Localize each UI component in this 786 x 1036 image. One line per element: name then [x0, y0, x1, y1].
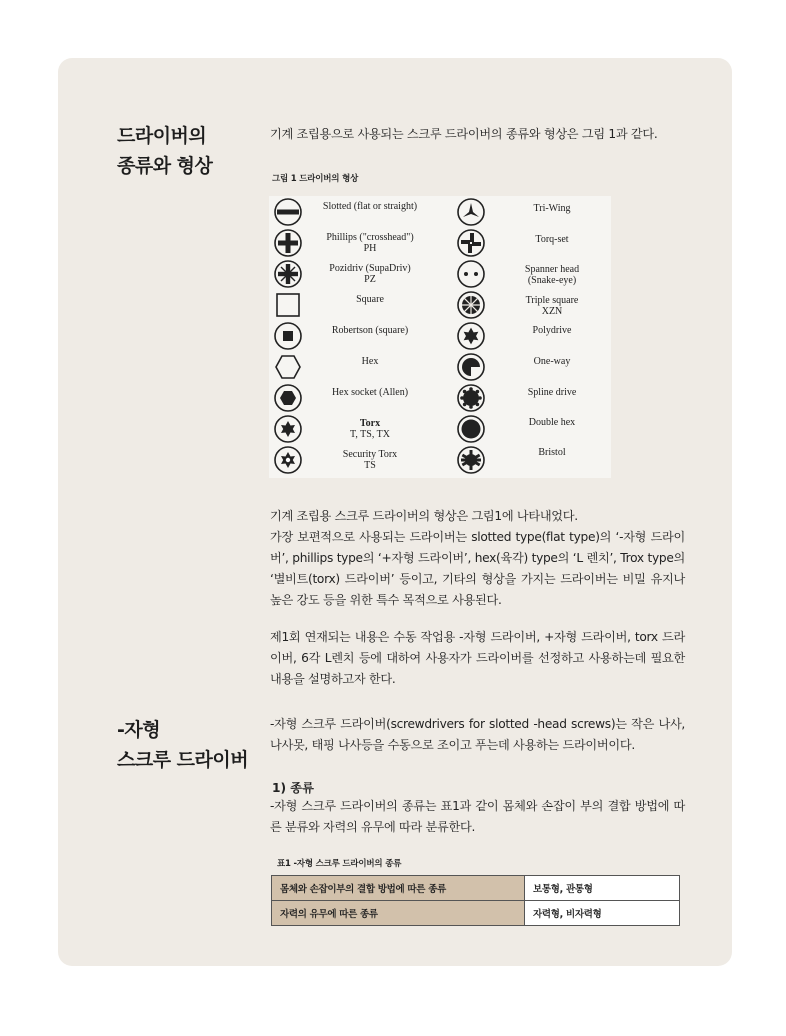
bristol-icon: [458, 447, 484, 473]
body-p3: 제1회 연재되는 내용은 수동 작업용 -자형 드라이버, +자형 드라이버, torx 드라이버, 6각 L렌치 등에 대하여 사용자가 드라이버를 선정하고 사용하는데 필요한 내용을 설명하고자 한다.: [270, 630, 685, 686]
label-robertson: Robertson (square): [331, 325, 409, 336]
label-polydrive: Polydrive: [532, 325, 572, 336]
intro-paragraph: [270, 124, 685, 145]
label-pozidriv: Pozidriv (SupaDriv): [329, 263, 411, 274]
section-title-line: 드라이버의: [117, 125, 207, 147]
label-security-torx-sub: TS: [364, 460, 376, 471]
label-tri-wing: Tri-Wing: [533, 203, 571, 214]
figure-caption: 그림 1 드라이버의 형상: [272, 174, 359, 184]
label-spanner-head-sub: (Snake-eye): [527, 275, 577, 286]
label-square: Square: [356, 294, 384, 305]
section-title-line: -자형: [117, 719, 161, 741]
spanner-head-icon: [458, 261, 484, 287]
label-triple-square-sub: XZN: [541, 306, 563, 317]
section-title-line: 종류와 형상: [117, 155, 213, 177]
section2-intro-text: -자형 스크루 드라이버(screwdrivers for slotted -head screws)는 작은 나사, 나사못, 태핑 나사등을 수동으로 조이고 푸는데 사용하는 드라이버이다.: [270, 717, 685, 752]
robertson-icon: [275, 323, 301, 349]
table-cell-value: 보통형, 관통형: [525, 876, 680, 901]
label-double-hex: Double hex: [528, 417, 576, 428]
label-triple-square: Triple square: [525, 295, 579, 306]
body-paragraph-3: [270, 627, 685, 690]
one-way-icon: [458, 354, 484, 380]
hex-icon: [276, 356, 300, 378]
table-cell-head: 몸체와 손잡이부의 결합 방법에 따른 종류: [272, 876, 525, 901]
label-bristol: Bristol: [538, 447, 566, 458]
label-torx: Torx: [359, 418, 381, 429]
slotted-icon: [275, 199, 301, 225]
label-security-torx: Security Torx: [342, 449, 398, 460]
figure-svg: [269, 196, 611, 478]
double-hex-icon: [458, 416, 484, 442]
label-pozidriv-sub: PZ: [364, 274, 376, 285]
pozidriv-icon: [275, 261, 301, 287]
section2-types-paragraph: [270, 796, 685, 838]
body-p2: 가장 보편적으로 사용되는 드라이버는 slotted type(flat type)의 ‘-자형 드라이버’, phillips type의 ‘+자형 드라이버’, hex(육각) type의 ‘L 렌치’, Trox type의 ‘별비트(torx) 드라이버’ 등이고, 기타의 형상을 가지는 드라이버는 비밀 유지나 높은 강도 등을 위한 특수 목적으로 사용된다.: [270, 530, 685, 607]
label-one-way: One-way: [533, 356, 571, 367]
square-icon: [277, 294, 299, 316]
label-spanner-head: Spanner head: [524, 264, 580, 275]
subheading-types: 1) 종류: [272, 781, 314, 795]
torx-icon: [275, 416, 301, 442]
phillips-icon: [275, 230, 301, 256]
label-slotted: Slotted (flat or straight): [322, 201, 418, 212]
security-torx-icon: [275, 447, 301, 473]
section-title-slotted-driver: [117, 715, 248, 775]
triple-square-icon: [458, 292, 484, 318]
tri-wing-icon: [458, 199, 484, 225]
label-torq-set: Torq-set: [535, 234, 569, 245]
types-table: [271, 875, 680, 926]
label-hex: Hex: [361, 356, 379, 367]
label-spline-drive: Spline drive: [527, 387, 577, 398]
spline-drive-icon: [458, 385, 484, 411]
label-phillips-sub: PH: [363, 243, 377, 254]
label-hex-socket: Hex socket (Allen): [331, 387, 409, 398]
body-p1: 기계 조립용 스크루 드라이버의 형상은 그림1에 나타내었다.: [270, 509, 578, 523]
label-torx-sub: T, TS, TX: [349, 429, 391, 440]
section-title-line: 스크루 드라이버: [117, 749, 249, 771]
body-paragraphs: [270, 506, 685, 611]
label-phillips: Phillips ("crosshead"): [326, 232, 414, 243]
intro-text: 기계 조립용으로 사용되는 스크루 드라이버의 종류와 형상은 그림 1과 같다.: [270, 127, 658, 141]
torq-set-icon: [458, 230, 484, 256]
hex-socket-icon: [275, 385, 301, 411]
table-cell-head: 자력의 유무에 따른 종류: [272, 901, 525, 926]
section-title-shapes: [117, 121, 212, 181]
table-caption: 표1 -자형 스크루 드라이버의 종류: [277, 859, 402, 869]
table-row: [272, 901, 680, 926]
section2-types-text: -자형 스크루 드라이버의 종류는 표1과 같이 몸체와 손잡이 부의 결합 방법에 따른 분류와 자력의 유무에 따라 분류한다.: [270, 799, 685, 834]
table-row: [272, 876, 680, 901]
table-cell-value: 자력형, 비자력형: [525, 901, 680, 926]
section2-intro: [270, 714, 685, 756]
polydrive-icon: [458, 323, 484, 349]
figure-screw-drive-types: [269, 196, 611, 478]
